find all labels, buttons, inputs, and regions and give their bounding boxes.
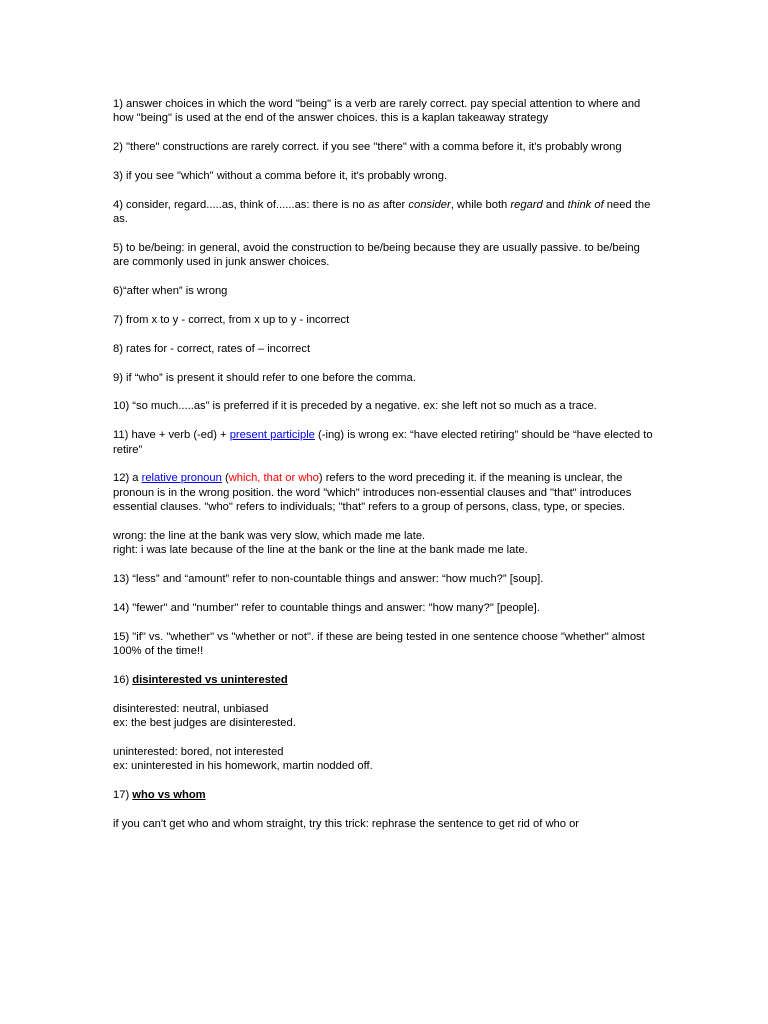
item-12-text: 12) a [113, 472, 142, 485]
item-9: 9) if “who” is present it should refer to one before the comma. [113, 371, 416, 384]
item-14: 14) "fewer" and "number" refer to countable things and answer: "how many?" [people]. [113, 602, 540, 614]
item-10: 10) “so much.....as” is preferred if it is preceded by a negative. ex: she left not so much as a trace. [113, 400, 597, 413]
item-8: 8) rates for - correct, rates of – incorrect [113, 342, 311, 355]
item-11-text: 11) have + verb (-ed) + [113, 429, 230, 442]
item-12 [113, 471, 653, 514]
item-11 [113, 428, 653, 457]
right-example: right: i was late because of the line at the bank or the line at the bank made me late. [113, 544, 528, 557]
disinterested-def: disinterested: neutral, unbiased [113, 702, 269, 715]
item-13: 13) “less” and “amount” refer to non-countable things and answer: “how much?” [soup]. [113, 573, 544, 586]
item-4-text: after [379, 198, 409, 211]
item-17-heading [113, 788, 653, 802]
relative-pronoun-link[interactable]: relative pronoun [141, 472, 222, 485]
uninterested-block [113, 745, 653, 774]
item-17-number: 17) [113, 789, 133, 802]
item-11-text: (-ing) is wrong ex: “have elected retiring” should be “have elected to retire” [113, 429, 653, 456]
disinterested-example: ex: the best judges are disinterested. [113, 717, 296, 730]
item-3: 3) if you see "which" without a comma before it, it's probably wrong. [113, 170, 448, 182]
disinterested-block [113, 702, 653, 731]
item-17-text: if you can't get who and whom straight, try this trick: rephrase the sentence to get rid of who or [113, 818, 580, 830]
item-16-heading [113, 673, 653, 687]
uninterested-def: uninterested: bored, not interested [113, 746, 284, 758]
item-4-text: need the as. [113, 198, 651, 226]
item-4-regard: regard [510, 198, 543, 211]
example-block [113, 529, 653, 558]
item-15: 15) "if" vs. "whether" vs "whether or not". if these are being tested in one sentence choose "whether" almost 100% of the time!! [113, 630, 645, 658]
item-4-text: and [542, 198, 568, 211]
item-12-text: ( [221, 472, 229, 485]
item-2: 2) "there" constructions are rarely correct. if you see "there" with a comma before it, it's probably wrong [113, 141, 622, 154]
wrong-example: wrong: the line at the bank was very slow, which made me late. [113, 530, 426, 542]
item-4-text: 4) consider, regard.....as, think of......as: there is no [113, 198, 368, 211]
item-4-text: , while both [450, 198, 511, 211]
present-participle-link[interactable]: present participle [229, 429, 315, 442]
disinterested-heading: disinterested vs uninterested [132, 674, 288, 686]
uninterested-example: ex: uninterested in his homework, martin nodded off. [113, 760, 373, 773]
item-1: 1) answer choices in which the word "being" is a verb are rarely correct. pay special attention to where and how "being" is used at the end of the answer choices. this is a kaplan takeaway strategy [113, 98, 641, 125]
document-body [113, 97, 653, 846]
who-whom-heading: who vs whom [132, 789, 206, 802]
item-12-text: ) refers to the word preceding it. if the meaning is unclear, the pronoun is in the wrong position. the word "which" introduces non-essential clauses and "that" introduces essential clauses. "who" refers to individuals; "that" refers to a group of persons, class, type, or species. [113, 472, 632, 514]
item-7: 7) from x to y - correct, from x up to y - incorrect [113, 314, 350, 326]
item-5: 5) to be/being: in general, avoid the construction to be/being because they are usually passive. to be/being are commonly used in junk answer choices. [113, 242, 640, 269]
item-16-number: 16) [113, 674, 133, 686]
item-4-as: as [367, 198, 380, 211]
item-4-consider: consider [408, 198, 451, 211]
item-4 [113, 198, 653, 227]
item-6: 6)“after when” is wrong [113, 285, 228, 298]
item-4-think-of: think of [567, 198, 604, 211]
pronoun-list: which, that or who [228, 472, 319, 485]
